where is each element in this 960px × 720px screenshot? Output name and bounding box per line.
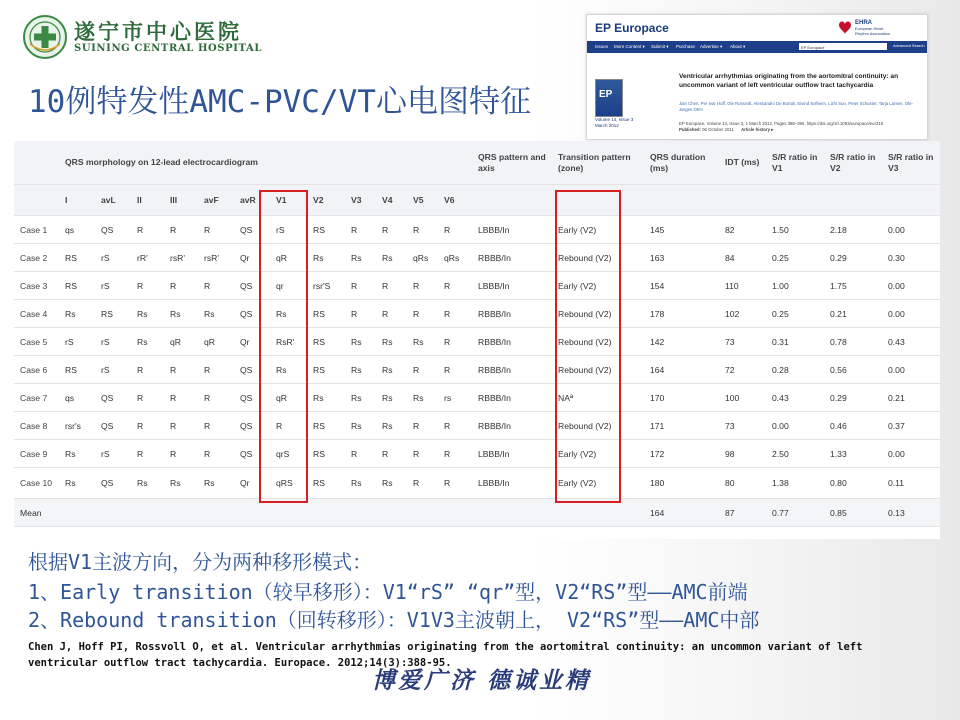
lead-cell: R bbox=[198, 356, 234, 384]
table-row bbox=[14, 272, 940, 300]
sr-v1-cell: 1.00 bbox=[766, 272, 824, 300]
sr-v1-cell: 2.50 bbox=[766, 440, 824, 468]
cover-text: EP bbox=[599, 89, 613, 100]
transition-cell: Early (V2) bbox=[552, 272, 644, 300]
pattern-cell: LBBB/In bbox=[472, 216, 552, 244]
table-row bbox=[14, 468, 940, 499]
transition-cell: Early (V2) bbox=[552, 468, 644, 499]
lead-cell: Rs bbox=[307, 244, 345, 272]
pattern-cell: RBBB/In bbox=[472, 244, 552, 272]
lead-cell: rS bbox=[95, 356, 131, 384]
lead-cell: RS bbox=[307, 440, 345, 468]
duration-cell: 164 bbox=[644, 356, 719, 384]
duration-cell: 170 bbox=[644, 384, 719, 412]
lead-cell: RS bbox=[95, 300, 131, 328]
lead-cell: QS bbox=[234, 384, 270, 412]
lead-cell: Rs bbox=[164, 300, 198, 328]
case-label: Case 6 bbox=[14, 356, 59, 384]
lead-cell: Rs bbox=[345, 468, 376, 499]
case-label: Case 1 bbox=[14, 216, 59, 244]
lead-header: V2 bbox=[307, 185, 345, 216]
description-line-2: 1、Early transition（较早移形）：V1“rS” “qr”型，V2“RS”型——AMC前端 bbox=[28, 580, 748, 604]
lead-cell: Rs bbox=[131, 300, 164, 328]
nav-more-content[interactable]: More Content ▾ bbox=[614, 44, 645, 49]
lead-header: avR bbox=[234, 185, 270, 216]
lead-cell: Rs bbox=[164, 468, 198, 499]
sr-v1-cell: 0.28 bbox=[766, 356, 824, 384]
lead-cell: QS bbox=[95, 384, 131, 412]
sr-v1-cell: 0.31 bbox=[766, 328, 824, 356]
sr-v2-cell: 0.29 bbox=[824, 244, 882, 272]
lead-cell: R bbox=[438, 440, 472, 468]
svg-text:EHRA: EHRA bbox=[855, 20, 873, 26]
journal-article-panel bbox=[586, 14, 928, 140]
empty-cell bbox=[472, 499, 552, 527]
lead-cell: Rs bbox=[345, 328, 376, 356]
lead-header: V3 bbox=[345, 185, 376, 216]
duration-cell: 154 bbox=[644, 272, 719, 300]
lead-cell: R bbox=[438, 272, 472, 300]
mean-sr-v1: 0.77 bbox=[766, 499, 824, 527]
lead-cell: RS bbox=[59, 272, 95, 300]
idt-cell: 84 bbox=[719, 244, 766, 272]
lead-cell: qs bbox=[59, 216, 95, 244]
sr-v3-cell: 0.00 bbox=[882, 300, 940, 328]
lead-cell: R bbox=[164, 440, 198, 468]
lead-cell: R bbox=[438, 356, 472, 384]
lead-cell: R bbox=[438, 468, 472, 499]
sr-v1-cell: 0.00 bbox=[766, 412, 824, 440]
transition-cell: Early (V2) bbox=[552, 440, 644, 468]
volume-issue[interactable]: Volume 14, Issue 3 bbox=[595, 117, 634, 122]
case-label: Case 4 bbox=[14, 300, 59, 328]
article-authors[interactable]: Jian Chen, Per Ivar Hoff, Ole Rossvoll, Alessandro De Bortoli, Eivind Solheim, Lizhi Sun, Peter Schuster, Tarja Larsen, Ole-Jørgen Ohm bbox=[679, 101, 913, 112]
pattern-cell: RBBB/In bbox=[472, 384, 552, 412]
header-qrs-duration: QRS duration (ms) bbox=[644, 141, 719, 185]
empty-cell bbox=[131, 499, 164, 527]
sr-v2-cell: 0.46 bbox=[824, 412, 882, 440]
transition-cell: Rebound (V2) bbox=[552, 300, 644, 328]
header-idt: IDT (ms) bbox=[719, 141, 766, 185]
empty-cell bbox=[95, 499, 131, 527]
slide-title: 10例特发性AMC-PVC/VT心电图特征 bbox=[28, 84, 531, 120]
sr-v1-cell: 0.25 bbox=[766, 300, 824, 328]
lead-header: II bbox=[131, 185, 164, 216]
duration-cell: 178 bbox=[644, 300, 719, 328]
ehra-logo-icon bbox=[835, 17, 921, 39]
idt-cell: 100 bbox=[719, 384, 766, 412]
table-row bbox=[14, 328, 940, 356]
lead-cell: R bbox=[198, 216, 234, 244]
lead-cell: QS bbox=[234, 300, 270, 328]
lead-cell: rS bbox=[95, 328, 131, 356]
lead-cell: Rs bbox=[376, 244, 407, 272]
idt-cell: 73 bbox=[719, 412, 766, 440]
idt-cell: 80 bbox=[719, 468, 766, 499]
idt-cell: 73 bbox=[719, 328, 766, 356]
lead-cell: Qr bbox=[234, 328, 270, 356]
lead-header: I bbox=[59, 185, 95, 216]
lead-cell: Qr bbox=[234, 244, 270, 272]
lead-cell: R bbox=[407, 356, 438, 384]
pattern-cell: LBBB/In bbox=[472, 468, 552, 499]
lead-cell: R bbox=[198, 440, 234, 468]
idt-cell: 102 bbox=[719, 300, 766, 328]
advanced-search-link[interactable]: Advanced Search bbox=[893, 43, 925, 48]
sr-v2-cell: 2.18 bbox=[824, 216, 882, 244]
lead-cell: Rs bbox=[345, 412, 376, 440]
lead-cell: Rs bbox=[59, 468, 95, 499]
nav-issues[interactable]: Issues bbox=[595, 44, 609, 49]
hospital-emblem-icon bbox=[22, 14, 68, 60]
description-line-1: 根据V1主波方向，分为两种移形模式： bbox=[28, 550, 373, 574]
journal-cover-image[interactable] bbox=[595, 79, 623, 117]
empty-cell bbox=[59, 499, 95, 527]
lead-cell: rS bbox=[95, 440, 131, 468]
lead-cell: Rs bbox=[376, 328, 407, 356]
lead-cell: rsr's bbox=[59, 412, 95, 440]
lead-cell: R bbox=[164, 356, 198, 384]
header-sr-v2: S/R ratio in V2 bbox=[824, 141, 882, 185]
lead-cell: RS bbox=[307, 356, 345, 384]
lead-cell: rs bbox=[438, 384, 472, 412]
lead-cell: Rs bbox=[270, 356, 307, 384]
lead-cell: R bbox=[345, 216, 376, 244]
article-citation bbox=[679, 121, 919, 133]
lead-cell: Rs bbox=[59, 300, 95, 328]
citation-text: EP Europace, Volume 14, Issue 3, 1 March 2012, Pages 388–395, https://doi.org/10.1093/europace/eur319 bbox=[679, 121, 884, 126]
case-label: Case 2 bbox=[14, 244, 59, 272]
lead-header: V6 bbox=[438, 185, 472, 216]
search-scope: EP Europace bbox=[801, 44, 825, 50]
transition-cell: Rebound (V2) bbox=[552, 356, 644, 384]
case-label: Case 9 bbox=[14, 440, 59, 468]
lead-cell: Rs bbox=[376, 412, 407, 440]
journal-volume-info bbox=[595, 117, 633, 129]
lead-cell: Rs bbox=[59, 440, 95, 468]
lead-cell: R bbox=[198, 412, 234, 440]
journal-header bbox=[587, 15, 927, 41]
lead-cell: R bbox=[407, 412, 438, 440]
lead-cell: R bbox=[376, 216, 407, 244]
lead-cell: RS bbox=[59, 244, 95, 272]
pattern-cell: LBBB/In bbox=[472, 272, 552, 300]
pattern-cell: LBBB/In bbox=[472, 440, 552, 468]
table-group-header-row bbox=[14, 141, 940, 185]
mean-sr-v3: 0.13 bbox=[882, 499, 940, 527]
case-label: Case 8 bbox=[14, 412, 59, 440]
transition-cell: Rebound (V2) bbox=[552, 328, 644, 356]
lead-header-blank bbox=[14, 185, 59, 216]
lead-cell: R bbox=[438, 216, 472, 244]
sr-v2-cell: 0.21 bbox=[824, 300, 882, 328]
lead-cell: R bbox=[270, 412, 307, 440]
empty-cell bbox=[307, 499, 345, 527]
sr-v2-cell: 1.75 bbox=[824, 272, 882, 300]
lead-header: V1 bbox=[270, 185, 307, 216]
sr-v3-cell: 0.37 bbox=[882, 412, 940, 440]
lead-cell: R bbox=[345, 300, 376, 328]
lead-cell: rsr'S bbox=[307, 272, 345, 300]
lead-cell: R bbox=[376, 272, 407, 300]
lead-cell: QS bbox=[234, 412, 270, 440]
lead-cell: QS bbox=[234, 216, 270, 244]
table-row bbox=[14, 384, 940, 412]
lead-cell: R bbox=[164, 384, 198, 412]
lead-cell: rS bbox=[270, 216, 307, 244]
sr-v2-cell: 0.29 bbox=[824, 384, 882, 412]
lead-cell: R bbox=[131, 412, 164, 440]
lead-cell: RS bbox=[307, 216, 345, 244]
lead-cell: qR bbox=[164, 328, 198, 356]
sr-v3-cell: 0.30 bbox=[882, 244, 940, 272]
lead-header: III bbox=[164, 185, 198, 216]
transition-cell: NAª bbox=[552, 384, 644, 412]
lead-cell: rsR' bbox=[164, 244, 198, 272]
lead-cell: RS bbox=[307, 328, 345, 356]
duration-cell: 180 bbox=[644, 468, 719, 499]
article-history-link[interactable]: Article history ▸ bbox=[741, 127, 774, 132]
lead-cell: Rs bbox=[376, 384, 407, 412]
lead-header: V4 bbox=[376, 185, 407, 216]
lead-cell: R bbox=[345, 440, 376, 468]
lead-cell: R bbox=[164, 272, 198, 300]
lead-cell: Rs bbox=[198, 300, 234, 328]
header-sr-v1: S/R ratio in V1 bbox=[766, 141, 824, 185]
lead-cell: R bbox=[376, 300, 407, 328]
hospital-name-en: SUINING CENTRAL HOSPITAL bbox=[74, 43, 263, 54]
transition-column-highlight bbox=[555, 190, 621, 503]
lead-header: V5 bbox=[407, 185, 438, 216]
lead-cell: R bbox=[131, 384, 164, 412]
lead-cell: R bbox=[376, 440, 407, 468]
transition-cell: Rebound (V2) bbox=[552, 244, 644, 272]
journal-search-input[interactable] bbox=[799, 43, 887, 50]
lead-cell: R bbox=[407, 440, 438, 468]
lead-cell: R bbox=[131, 216, 164, 244]
hospital-motto: 博爱广济 德诚业精 bbox=[372, 667, 592, 694]
sr-v3-cell: 0.43 bbox=[882, 328, 940, 356]
lead-cell: R bbox=[407, 300, 438, 328]
lead-cell: qs bbox=[59, 384, 95, 412]
table-row bbox=[14, 356, 940, 384]
lead-cell: rR' bbox=[131, 244, 164, 272]
lead-cell: rS bbox=[95, 272, 131, 300]
nav-about[interactable]: About ▾ bbox=[730, 44, 746, 49]
case-label: Case 7 bbox=[14, 384, 59, 412]
lead-cell: Rs bbox=[407, 328, 438, 356]
mean-duration: 164 bbox=[644, 499, 719, 527]
issue-date: March 2012 bbox=[595, 123, 619, 128]
lead-cell: QS bbox=[95, 412, 131, 440]
article-title: Ventricular arrhythmias originating from the aortomitral continuity: an uncommon variant of left ventricular outflow tract tachycardia bbox=[679, 73, 899, 89]
lead-cell: Rs bbox=[131, 468, 164, 499]
sr-v1-cell: 1.38 bbox=[766, 468, 824, 499]
table-row bbox=[14, 244, 940, 272]
idt-cell: 72 bbox=[719, 356, 766, 384]
nav-advertise[interactable]: Advertise ▾ bbox=[700, 44, 723, 49]
lead-cell: QS bbox=[234, 356, 270, 384]
description-line-3: 2、Rebound transition（回转移形）：V1V3主波朝上， V2“RS”型——AMC中部 bbox=[28, 608, 760, 632]
table-row bbox=[14, 216, 940, 244]
idt-cell: 82 bbox=[719, 216, 766, 244]
svg-text:European Heart: European Heart bbox=[855, 26, 884, 31]
duration-cell: 163 bbox=[644, 244, 719, 272]
duration-cell: 171 bbox=[644, 412, 719, 440]
reference-citation: Chen J, Hoff PI, Rossvoll O, et al. Ventricular arrhythmias originating from the aortomitral continuity: an uncommon variant of left ventricular outflow tract tachycardia. Europace. 2012;14(3):388-95. bbox=[28, 641, 863, 669]
lead-header: avL bbox=[95, 185, 131, 216]
pattern-cell: RBBB/In bbox=[472, 412, 552, 440]
lead-cell: Rs bbox=[307, 384, 345, 412]
mean-idt: 87 bbox=[719, 499, 766, 527]
lead-cell: RsR' bbox=[270, 328, 307, 356]
published-label: Published: bbox=[679, 127, 701, 132]
sr-v1-cell: 0.25 bbox=[766, 244, 824, 272]
lead-cell: Rs bbox=[407, 384, 438, 412]
empty-cell bbox=[345, 499, 376, 527]
ecg-features-table bbox=[14, 141, 940, 527]
lead-cell: Rs bbox=[270, 300, 307, 328]
lead-cell: R bbox=[438, 300, 472, 328]
lead-cell: rS bbox=[95, 244, 131, 272]
lead-cell: qrS bbox=[270, 440, 307, 468]
mean-label: Mean bbox=[14, 499, 59, 527]
lead-cell: qR bbox=[270, 244, 307, 272]
lead-cell: R bbox=[438, 412, 472, 440]
transition-cell: Rebound (V2) bbox=[552, 412, 644, 440]
empty-cell bbox=[407, 499, 438, 527]
lead-cell: qRs bbox=[438, 244, 472, 272]
table-mean-row bbox=[14, 499, 940, 527]
lead-cell: Rs bbox=[376, 356, 407, 384]
sr-v3-cell: 0.00 bbox=[882, 272, 940, 300]
sr-v3-cell: 0.21 bbox=[882, 384, 940, 412]
lead-cell: R bbox=[131, 272, 164, 300]
idt-cell: 98 bbox=[719, 440, 766, 468]
sr-v3-cell: 0.00 bbox=[882, 356, 940, 384]
lead-cell: qR bbox=[270, 384, 307, 412]
lead-cell: R bbox=[198, 384, 234, 412]
lead-cell: Rs bbox=[345, 244, 376, 272]
v1-column-highlight bbox=[259, 190, 308, 503]
idt-cell: 110 bbox=[719, 272, 766, 300]
lead-cell: R bbox=[131, 440, 164, 468]
sr-v3-cell: 0.11 bbox=[882, 468, 940, 499]
header-qrs-pattern: QRS pattern and axis bbox=[472, 141, 552, 185]
mean-sr-v2: 0.85 bbox=[824, 499, 882, 527]
sr-v2-cell: 0.78 bbox=[824, 328, 882, 356]
journal-name[interactable]: EP Europace bbox=[595, 21, 669, 35]
header-transition: Transition pattern (zone) bbox=[552, 141, 644, 185]
sr-v2-cell: 0.80 bbox=[824, 468, 882, 499]
nav-submit[interactable]: Submit ▾ bbox=[651, 44, 669, 49]
lead-cell: qR bbox=[198, 328, 234, 356]
published-date: 06 October 2011 bbox=[702, 127, 734, 132]
lead-cell: RS bbox=[307, 412, 345, 440]
sr-v3-cell: 0.00 bbox=[882, 216, 940, 244]
sr-v2-cell: 1.33 bbox=[824, 440, 882, 468]
case-label: Case 3 bbox=[14, 272, 59, 300]
pattern-cell: RBBB/In bbox=[472, 356, 552, 384]
lead-cell: RS bbox=[59, 356, 95, 384]
sr-v1-cell: 1.50 bbox=[766, 216, 824, 244]
lead-header: avF bbox=[198, 185, 234, 216]
lead-cell: rsR' bbox=[198, 244, 234, 272]
lead-cell: QS bbox=[95, 468, 131, 499]
duration-cell: 142 bbox=[644, 328, 719, 356]
lead-cell: Rs bbox=[345, 384, 376, 412]
lead-cell: R bbox=[407, 216, 438, 244]
nav-purchase[interactable]: Purchase bbox=[676, 44, 696, 49]
lead-cell: R bbox=[438, 328, 472, 356]
pattern-cell: RBBB/In bbox=[472, 328, 552, 356]
transition-cell: Early (V2) bbox=[552, 216, 644, 244]
lead-cell: QS bbox=[95, 216, 131, 244]
empty-cell bbox=[198, 499, 234, 527]
lead-cell: R bbox=[345, 272, 376, 300]
table-row bbox=[14, 300, 940, 328]
header-blank bbox=[14, 141, 59, 185]
lead-cell: Qr bbox=[234, 468, 270, 499]
duration-cell: 172 bbox=[644, 440, 719, 468]
lead-cell: rS bbox=[59, 328, 95, 356]
lead-cell: Rs bbox=[376, 468, 407, 499]
ecg-features-table-container bbox=[14, 141, 940, 539]
table-row bbox=[14, 412, 940, 440]
lead-cell: R bbox=[407, 272, 438, 300]
case-label: Case 5 bbox=[14, 328, 59, 356]
sr-v1-cell: 0.43 bbox=[766, 384, 824, 412]
lead-cell: R bbox=[407, 468, 438, 499]
lead-cell: Rs bbox=[345, 356, 376, 384]
sr-v3-cell: 0.00 bbox=[882, 440, 940, 468]
lead-cell: QS bbox=[234, 272, 270, 300]
lead-cell: R bbox=[164, 412, 198, 440]
header-sr-v3: S/R ratio in V3 bbox=[882, 141, 940, 185]
lead-cell: R bbox=[164, 216, 198, 244]
empty-cell bbox=[376, 499, 407, 527]
svg-text:Rhythm Association: Rhythm Association bbox=[855, 31, 891, 36]
case-label: Case 10 bbox=[14, 468, 59, 499]
lead-cell: qRS bbox=[270, 468, 307, 499]
empty-cell bbox=[164, 499, 198, 527]
lead-cell: Rs bbox=[131, 328, 164, 356]
lead-cell: qRs bbox=[407, 244, 438, 272]
table-lead-header-row bbox=[14, 185, 940, 216]
sr-v2-cell: 0.56 bbox=[824, 356, 882, 384]
hospital-name-cn: 遂宁市中心医院 bbox=[74, 19, 242, 44]
lead-cell: R bbox=[198, 272, 234, 300]
lead-cell: QS bbox=[234, 440, 270, 468]
lead-cell: R bbox=[131, 356, 164, 384]
pattern-cell: RBBB/In bbox=[472, 300, 552, 328]
lead-cell: RS bbox=[307, 468, 345, 499]
journal-nav-bar bbox=[587, 41, 927, 53]
lead-cell: qr bbox=[270, 272, 307, 300]
duration-cell: 145 bbox=[644, 216, 719, 244]
table-row bbox=[14, 440, 940, 468]
header-qrs-morphology: QRS morphology on 12-lead electrocardiogram bbox=[59, 141, 472, 185]
lead-cell: Rs bbox=[198, 468, 234, 499]
lead-cell: RS bbox=[307, 300, 345, 328]
empty-cell bbox=[438, 499, 472, 527]
